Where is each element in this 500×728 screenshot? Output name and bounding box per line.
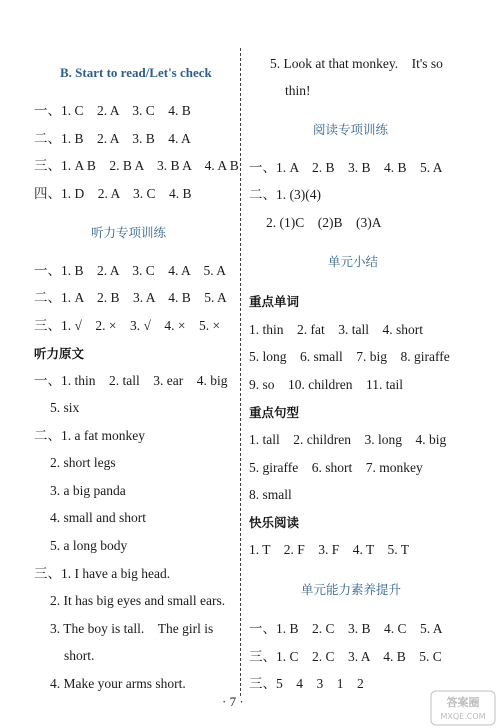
watermark-logo	[430, 690, 496, 726]
svg-text:MXQE.COM: MXQE.COM	[440, 712, 486, 721]
answer-line: 二、1. (3)(4)	[249, 187, 321, 202]
key-sentences-heading: 重点句型	[249, 405, 300, 420]
script-line: 4. small and short	[50, 510, 146, 525]
answer-line: 三、1. √ 2. × 3. √ 4. × 5. ×	[34, 318, 221, 333]
answer-line: 5. long 6. small 7. big 8. giraffe	[249, 349, 450, 364]
script-line: 一、1. thin 2. tall 3. ear 4. big	[34, 373, 228, 388]
section-title-unit-summary: 单元小结	[328, 254, 379, 269]
happy-reading-heading: 快乐阅读	[249, 515, 300, 530]
script-line: 三、1. I have a big head.	[34, 566, 171, 581]
answer-line: 1. T 2. F 3. F 4. T 5. T	[249, 542, 410, 557]
answer-line: 二、1. A 2. B 3. A 4. B 5. A	[34, 290, 227, 305]
answer-line: 一、1. C 2. A 3. C 4. B	[34, 103, 191, 118]
answer-line: 一、1. A 2. B 3. B 4. B 5. A	[249, 160, 443, 175]
answer-line: 三、1. C 2. C 3. A 4. B 5. C	[249, 649, 442, 664]
section-title-reading: 阅读专项训练	[313, 122, 389, 137]
svg-text:答案圈: 答案圈	[446, 696, 480, 709]
script-line: 4. Make your arms short.	[50, 676, 186, 691]
page-number: · 7 ·	[222, 694, 244, 709]
answer-line: 1. thin 2. fat 3. tall 4. short	[249, 322, 423, 337]
answer-line: 9. so 10. children 11. tail	[249, 377, 403, 392]
script-line: 2. short legs	[50, 455, 116, 470]
listening-script-heading: 听力原文	[34, 346, 85, 361]
answer-line: 8. small	[249, 487, 292, 502]
script-line: 5. six	[50, 400, 80, 415]
key-words-heading: 重点单词	[249, 294, 300, 309]
answer-line: 5. giraffe 6. short 7. monkey	[249, 460, 423, 475]
answer-line: 四、1. D 2. A 3. C 4. B	[34, 186, 192, 201]
answer-line: 二、1. B 2. A 3. B 4. A	[34, 131, 191, 146]
script-line: 5. Look at that monkey. It's so	[270, 56, 443, 71]
section-title-start-to-read: B. Start to read/Let's check	[60, 65, 212, 80]
answer-line: 三、5 4 3 1 2	[249, 676, 364, 691]
section-title-ability: 单元能力素养提升	[301, 582, 402, 597]
section-title-listening: 听力专项训练	[91, 225, 167, 240]
script-line: thin!	[285, 83, 311, 98]
column-divider	[240, 48, 241, 696]
script-line: 3. The boy is tall. The girl is	[50, 621, 214, 636]
script-line: 3. a big panda	[50, 483, 126, 498]
script-line: short.	[64, 648, 95, 663]
answer-line: 一、1. B 2. C 3. B 4. C 5. A	[249, 621, 443, 636]
answer-line: 2. (1)C (2)B (3)A	[266, 215, 382, 230]
script-line: 2. It has big eyes and small ears.	[50, 593, 226, 608]
answer-line: 三、1. A B 2. B A 3. B A 4. A B	[34, 158, 239, 173]
script-line: 5. a long body	[50, 538, 128, 553]
answer-line: 一、1. B 2. A 3. C 4. A 5. A	[34, 263, 227, 278]
script-line: 二、1. a fat monkey	[34, 428, 145, 443]
answer-line: 1. tall 2. children 3. long 4. big	[249, 432, 447, 447]
